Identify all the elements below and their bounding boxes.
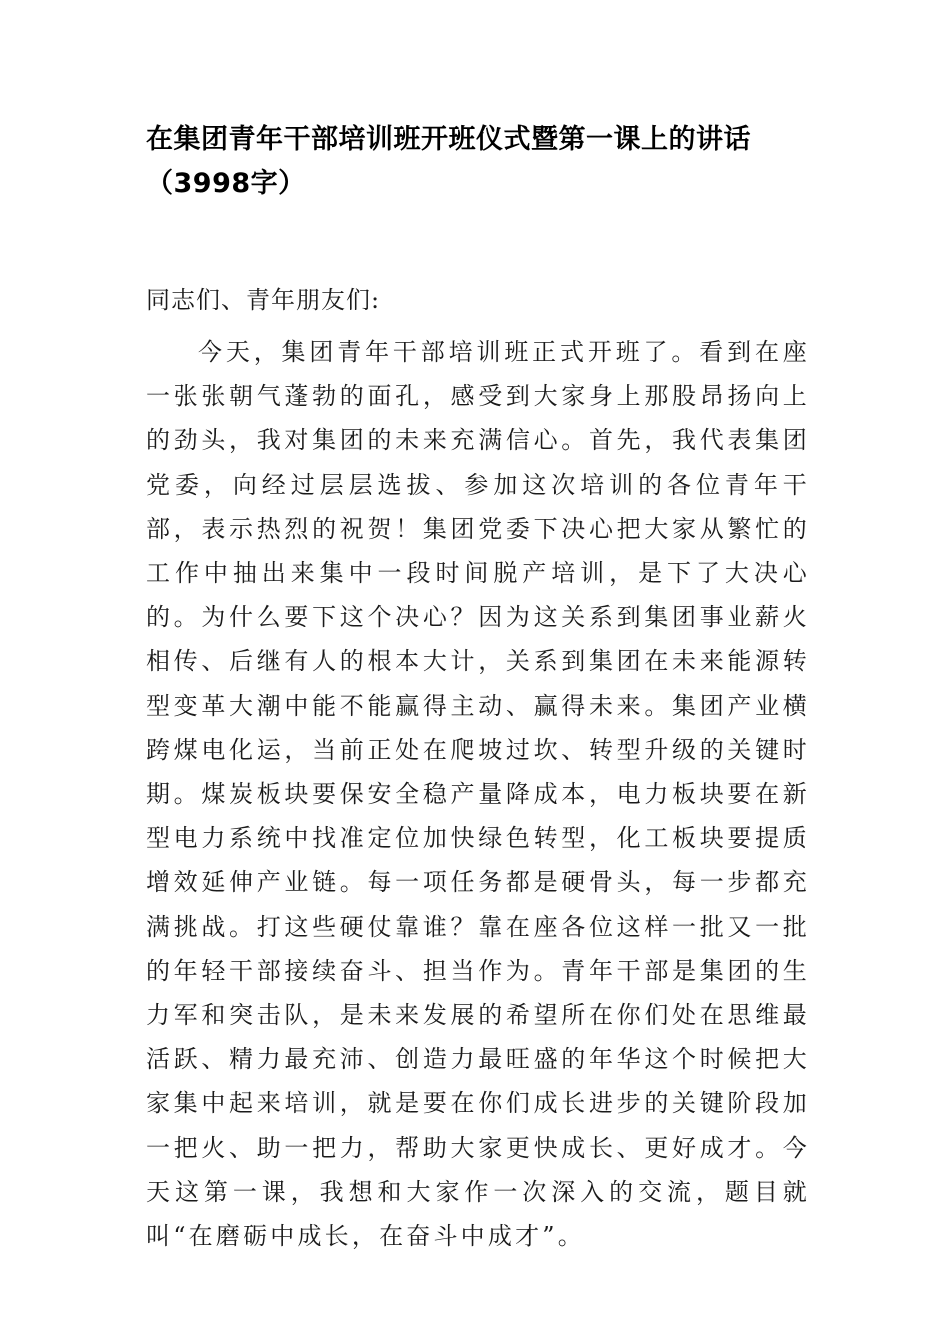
body-paragraph: 今天，集团青年干部培训班正式开班了。看到在座一张张朝气蓬勃的面孔，感受到大家身上那股昂扬向上的劲头，我对集团的未来充满信心。首先，我代表集团党委，向经过层层选拔、参加这次培训的各位青年干部，表示热烈的祝贺！集团党委下决心把大家从繁忙的工作中抽出来集中一段时间脱产培训，是下了大决心的。为什么要下这个决心？因为这关系到集团事业薪火相传、后继有人的根本大计，关系到集团在未来能源转型变革大潮中能不能赢得主动、赢得未来。集团产业横跨煤电化运，当前正处在爬坡过坎、转型升级的关键时期。煤炭板块要保安全稳产量降成本，电力板块要在新型电力系统中找准定位加快绿色转型，化工板块要提质增效延伸产业链。每一项任务都是硬骨头，每一步都充满挑战。打这些硬仗靠谁？靠在座各位这样一批又一批的年轻干部接续奋斗、担当作为。青年干部是集团的生力军和突击队，是未来发展的希望所在你们处在思维最活跃、精力最充沛、创造力最旺盛的年华这个时候把大家集中起来培训，就是要在你们成长进步的关键阶段加一把火、助一把力，帮助大家更快成长、更好成才。今天这第一课，我想和大家作一次深入的交流，题目就叫“在磨砺中成长，在奋斗中成才”。 — [146, 338, 810, 1251]
document-title: 在集团青年干部培训班开班仪式暨第一课上的讲话（3998字） — [146, 124, 751, 199]
salutation: 同志们、青年朋友们: — [146, 286, 381, 314]
